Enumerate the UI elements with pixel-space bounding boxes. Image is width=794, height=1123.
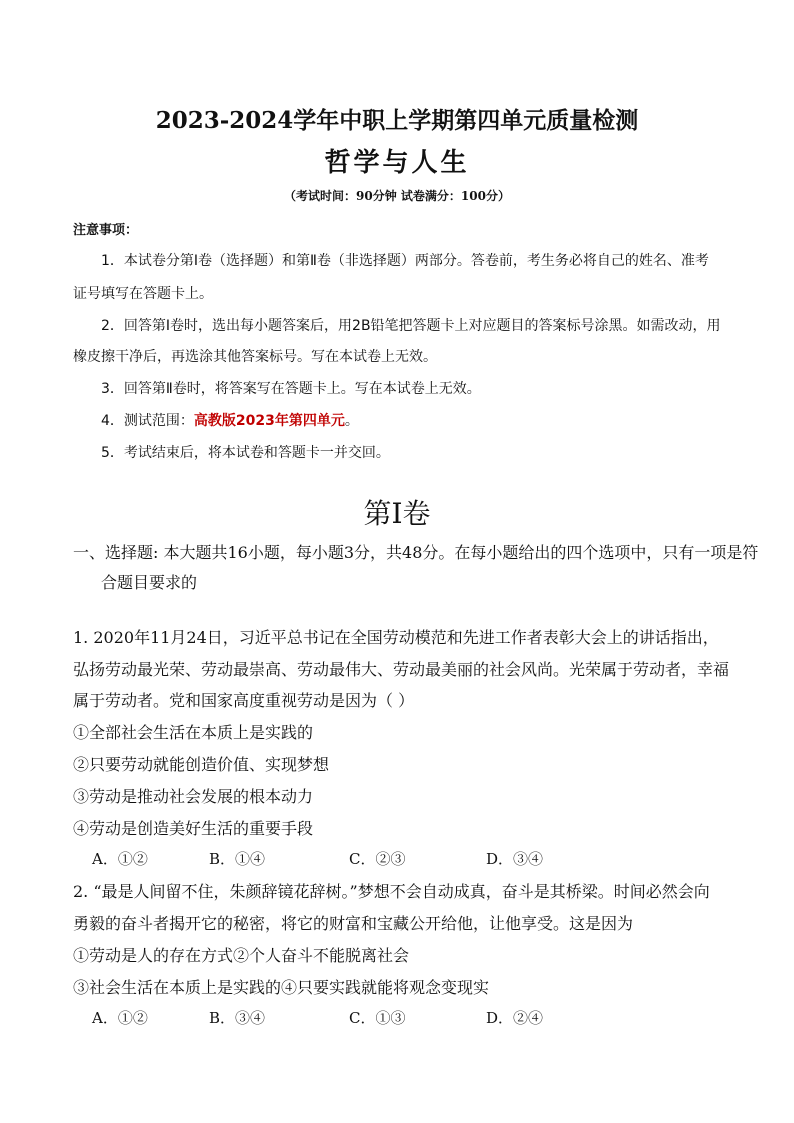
q2-option-d: D．②④	[486, 1009, 544, 1027]
notice-item-2-cont: 橡皮擦干净后，再选涂其他答案标号。写在本试卷上无效。	[73, 349, 437, 365]
q2-stem-line1: 2. “最是人间留不住，朱颜辞镜花辞树。”梦想不会自动成真，奋斗是其桥梁。时间必然会向	[73, 882, 710, 901]
q2-stem-line2: 勇毅的奋斗者揭开它的秘密，将它的财富和宝藏公开给他，让他享受。这是因为	[73, 914, 634, 933]
test-scope: 高教版2023年第四单元	[193, 413, 345, 429]
notice-heading: 注意事项：	[73, 223, 139, 238]
q1-statement-1: ①全部社会生活在本质上是实践的	[73, 723, 314, 742]
q1-option-d: D．③④	[486, 850, 544, 868]
q1-option-a: A．①②	[92, 850, 148, 868]
exam-info: （考试时间：90分钟 试卷满分：100分）	[284, 189, 510, 203]
q1-stem-line2: 弘扬劳动最光荣、劳动最崇高、劳动最伟大、劳动最美丽的社会风尚。光荣属于劳动者，幸福	[73, 660, 730, 679]
q2-statements-1-2: ①劳动是人的存在方式②个人奋斗不能脱离社会	[73, 946, 410, 965]
notice-item-2: 2．回答第Ⅰ卷时，选出每小题答案后，用2B铅笔把答题卡上对应题目的答案标号涂黑。如需改动，用	[101, 318, 721, 334]
exam-title: 2023-2024学年中职上学期第四单元质量检测	[155, 107, 639, 134]
q2-option-a: A．①②	[92, 1009, 148, 1027]
volume-title: 第Ⅰ卷	[363, 497, 431, 530]
q1-stem-line1: 1. 2020年11月24日，习近平总书记在全国劳动模范和先进工作者表彰大会上的讲话指出，	[73, 628, 719, 647]
q1-option-c: C．②③	[349, 850, 406, 868]
q2-statements-3-4: ③社会生活在本质上是实践的④只要实践就能将观念变现实	[73, 978, 490, 997]
notice-item-5: 5．考试结束后，将本试卷和答题卡一并交回。	[101, 445, 390, 461]
section-heading-cont: 合题目要求的	[101, 573, 198, 592]
q1-statement-3: ③劳动是推动社会发展的根本动力	[73, 787, 314, 806]
q1-stem-line3: 属于劳动者。党和国家高度重视劳动是因为（ ）	[73, 691, 415, 710]
notice-item-4-prefix: 4．测试范围：	[101, 413, 194, 429]
notice-item-3: 3．回答第Ⅱ卷时，将答案写在答题卡上。写在本试卷上无效。	[101, 381, 481, 397]
section-heading: 一、选择题: 本大题共16小题，每小题3分，共48分。在每小题给出的四个选项中，只有一项是符	[73, 543, 759, 562]
notice-item-1: 1．本试卷分第Ⅰ卷（选择题）和第Ⅱ卷（非选择题）两部分。答卷前，考生务必将自己的姓名、准考	[101, 253, 709, 269]
notice-item-1-cont: 证号填写在答题卡上。	[73, 286, 213, 302]
notice-item-4-suffix: 。	[344, 413, 359, 429]
q2-option-b: B．③④	[209, 1009, 266, 1027]
q1-option-b: B．①④	[209, 850, 266, 868]
q2-option-c: C．①③	[349, 1009, 406, 1027]
q1-statement-4: ④劳动是创造美好生活的重要手段	[73, 819, 314, 838]
q1-statement-2: ②只要劳动就能创造价值、实现梦想	[73, 755, 330, 774]
subject-title: 哲学与人生	[324, 148, 470, 178]
notice-item-4	[101, 410, 359, 430]
